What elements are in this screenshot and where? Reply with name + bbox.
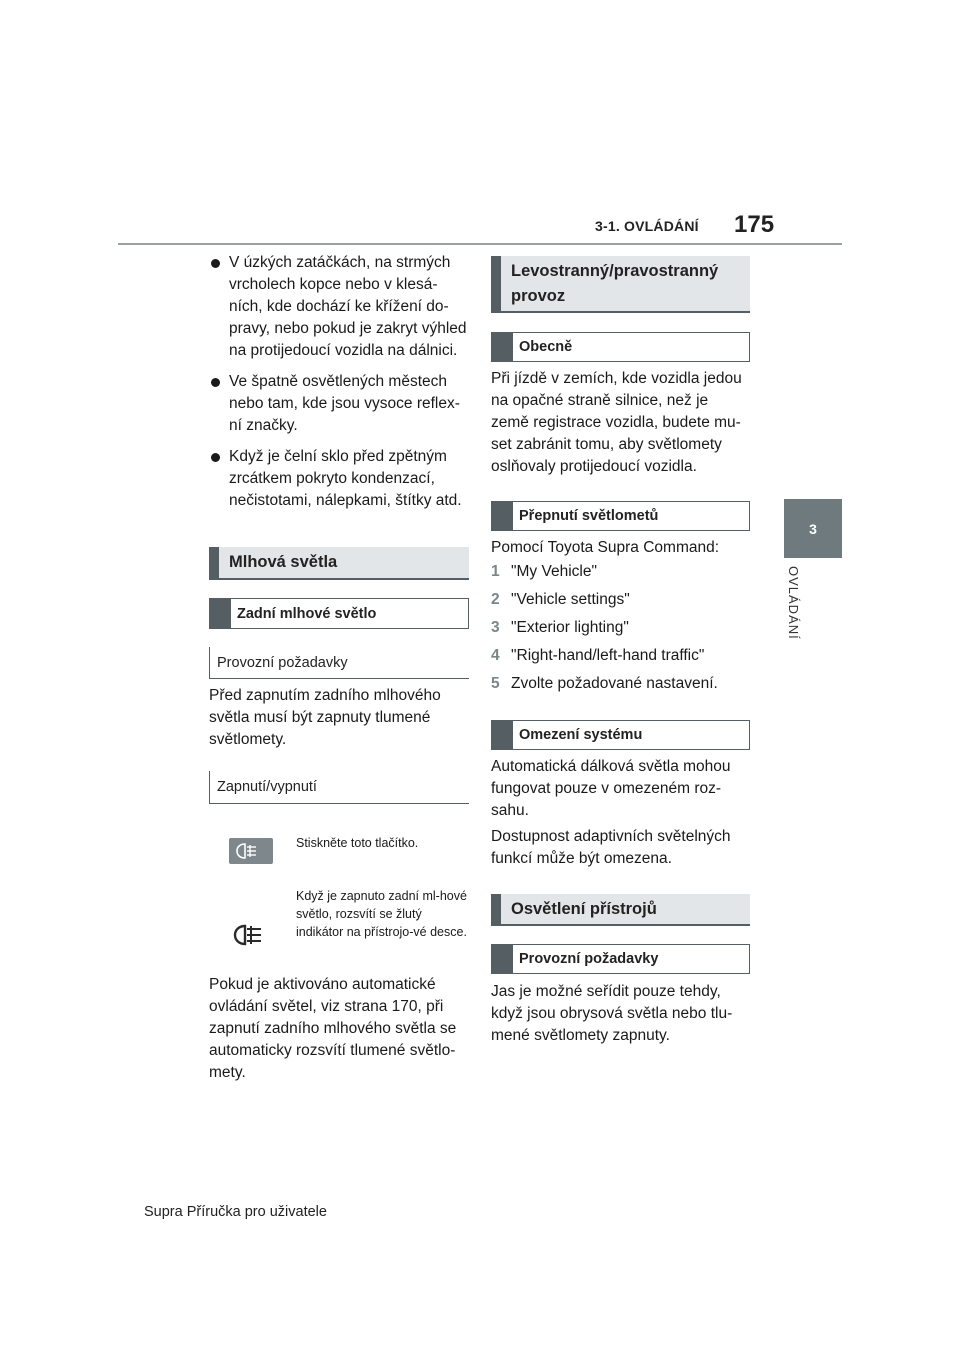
- step-item: [491, 673, 749, 695]
- step-text: "Right-hand/left-hand traffic": [511, 647, 705, 664]
- icon-row-text: Stiskněte toto tlačítko.: [296, 836, 419, 850]
- step-item: [491, 645, 749, 667]
- step-text: Zvolte požadované nastavení.: [511, 675, 718, 692]
- text-instruments: Jas je možné seřídit pouze tehdy, když jsou obrysová světla nebo tlu-mené světlomety zapnuty.: [491, 983, 733, 1044]
- text-auto-lights: Pokud je aktivováno automatické ovládání světel, viz strana 170, při zapnutí zadního mlhového světla se automaticky rozsvítí tlumené světlo-mety.: [209, 976, 457, 1081]
- label-operating-requirements: Provozní požadavky: [209, 647, 469, 679]
- text-requirements: Před zapnutím zadního mlhového světla musí být zapnuty tlumené světlomety.: [209, 687, 441, 748]
- left-column: [209, 252, 471, 512]
- page-number: 175: [734, 211, 775, 238]
- rear-fog-indicator-glyph: [231, 920, 271, 950]
- chapter-label-text: OVLÁDÁNÍ: [786, 566, 801, 640]
- icon-row-text: Když je zapnuto zadní ml-hové světlo, rozsvítí se žlutý indikátor na přístrojo-vé desce.: [296, 889, 467, 939]
- text-general: Při jízdě v zemích, kde vozidla jedou na opačné straně silnice, než je země registrace vozidla, budete mu-set zabránit tomu, aby světlomety oslňovaly protijedoucí vozidla.: [491, 370, 742, 475]
- bullet-item: V úzkých zatáčkách, na strmých vrcholech kopce nebo v klesá-ních, kde dochází ke křížení do-pravy, nebo pokud je zakryt výhled na protijedoucí vozidla na dálnici.: [209, 252, 471, 362]
- subheading-headlight-switch: Přepnutí světlometů: [491, 501, 750, 531]
- step-item: [491, 617, 749, 639]
- chapter-label: [784, 566, 804, 656]
- step-number: 3: [491, 619, 500, 636]
- subheading-rear-fog-light: Zadní mlhové světlo: [209, 598, 469, 629]
- subheading-general: Obecně: [491, 332, 750, 362]
- heading-traffic-side: Levostranný/pravostranný provoz: [491, 256, 750, 313]
- label-on-off: Zapnutí/vypnutí: [209, 771, 469, 804]
- step-text: "My Vehicle": [511, 563, 597, 580]
- subheading-operating-requirements: Provozní požadavky: [491, 944, 750, 974]
- step-text: "Exterior lighting": [511, 619, 629, 636]
- text-command: Pomocí Toyota Supra Command:: [491, 539, 720, 556]
- subheading-system-limits: Omezení systému: [491, 720, 750, 750]
- bullet-item: Když je čelní sklo před zpětným zrcátkem pokryto kondenzací, nečistotami, nálepkami, štítky atd.: [209, 446, 471, 512]
- step-number: 5: [491, 675, 500, 692]
- bullet-item: Ve špatně osvětlených městech nebo tam, kde jsou vysoce reflex-ní značky.: [209, 371, 471, 437]
- step-text: "Vehicle settings": [511, 591, 630, 608]
- step-item: [491, 561, 749, 583]
- heading-fog-lights: Mlhová světla: [209, 547, 469, 580]
- step-number: 1: [491, 563, 500, 580]
- rear-fog-glyph: [229, 838, 273, 864]
- rear-fog-button-icon: [229, 838, 273, 864]
- chapter-tab: 3: [784, 499, 842, 558]
- footer-title: Supra Příručka pro uživatele: [144, 1204, 327, 1220]
- text-limits-2: Dostupnost adaptivních světelných funkcí může být omezena.: [491, 828, 731, 867]
- step-number: 4: [491, 647, 500, 664]
- heading-instrument-lighting: Osvětlení přístrojů: [491, 894, 750, 926]
- step-number: 2: [491, 591, 500, 608]
- text-limits-1: Automatická dálková světla mohou fungovat pouze v omezeném roz-sahu.: [491, 758, 731, 819]
- step-item: [491, 589, 749, 611]
- section-header: 3-1. OVLÁDÁNÍ: [595, 218, 699, 234]
- rear-fog-indicator-icon: [231, 920, 271, 950]
- header-divider: [118, 243, 842, 245]
- steps-list: [491, 561, 749, 695]
